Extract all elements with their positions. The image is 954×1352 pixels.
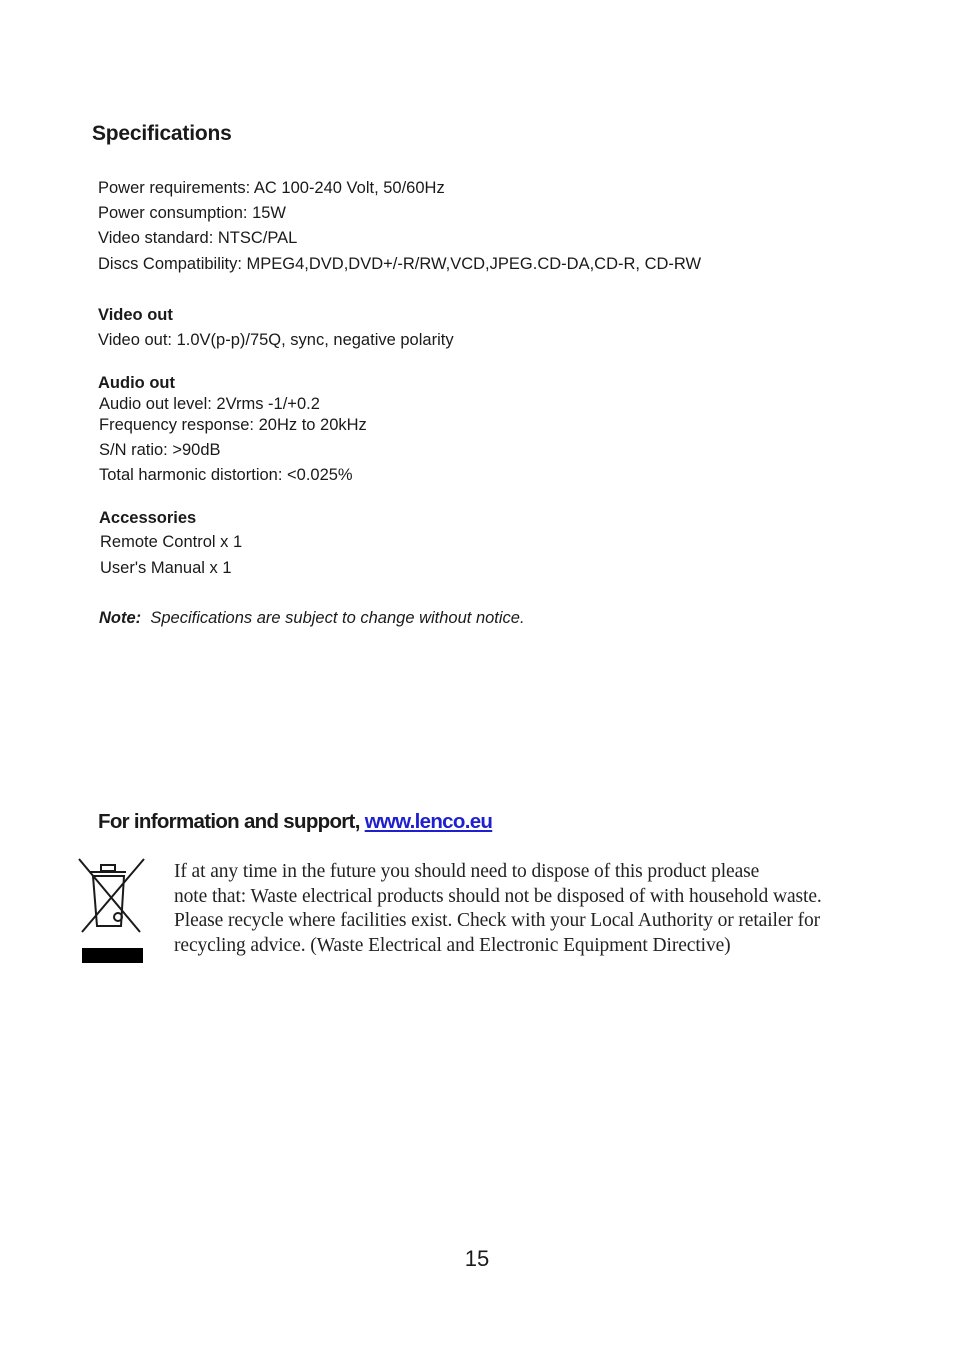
weee-line: recycling advice. (Waste Electrical and Electronic Equipment Directive) xyxy=(174,934,731,956)
page-number: 15 xyxy=(464,1246,490,1271)
page-title: Specifications xyxy=(92,122,232,145)
weee-line: If at any time in the future you should need to dispose of this product please xyxy=(174,861,760,882)
video-out-line: Video out: 1.0V(p-p)/75Q, sync, negative polarity xyxy=(98,331,454,349)
audio-frequency-response: Frequency response: 20Hz to 20kHz xyxy=(99,416,367,434)
support-text: For information and support, xyxy=(98,810,360,833)
weee-line: note that: Waste electrical products should not be disposed of with household waste. xyxy=(174,885,822,907)
support-line xyxy=(98,810,492,834)
weee-line: Please recycle where facilities exist. Check with your Local Authority or retailer for xyxy=(174,910,821,932)
accessory-users-manual: User's Manual x 1 xyxy=(100,559,232,577)
crossed-out-wheelie-bin-icon xyxy=(76,856,148,966)
weee-disposal-notice xyxy=(174,860,822,958)
audio-sn-ratio: S/N ratio: >90dB xyxy=(99,441,221,459)
note-label: Note: xyxy=(99,609,142,627)
spec-video-standard: Video standard: NTSC/PAL xyxy=(98,229,298,247)
accessories-heading: Accessories xyxy=(99,509,197,527)
spec-power-requirements: Power requirements: AC 100-240 Volt, 50/60Hz xyxy=(98,179,445,197)
video-out-heading: Video out xyxy=(98,306,173,324)
spec-power-consumption: Power consumption: 15W xyxy=(98,204,287,222)
audio-out-level: Audio out level: 2Vrms -1/+0.2 xyxy=(99,395,320,413)
note xyxy=(99,609,525,628)
support-link[interactable]: www.lenco.eu xyxy=(364,810,493,833)
audio-out-heading: Audio out xyxy=(98,374,175,392)
spec-disc-compatibility: Discs Compatibility: MPEG4,DVD,DVD+/-R/RW,VCD,JPEG.CD-DA,CD-R, CD-RW xyxy=(98,255,702,273)
audio-thd: Total harmonic distortion: <0.025% xyxy=(99,466,353,484)
note-text: Specifications are subject to change without notice. xyxy=(150,609,525,627)
accessory-remote-control: Remote Control x 1 xyxy=(100,533,243,551)
